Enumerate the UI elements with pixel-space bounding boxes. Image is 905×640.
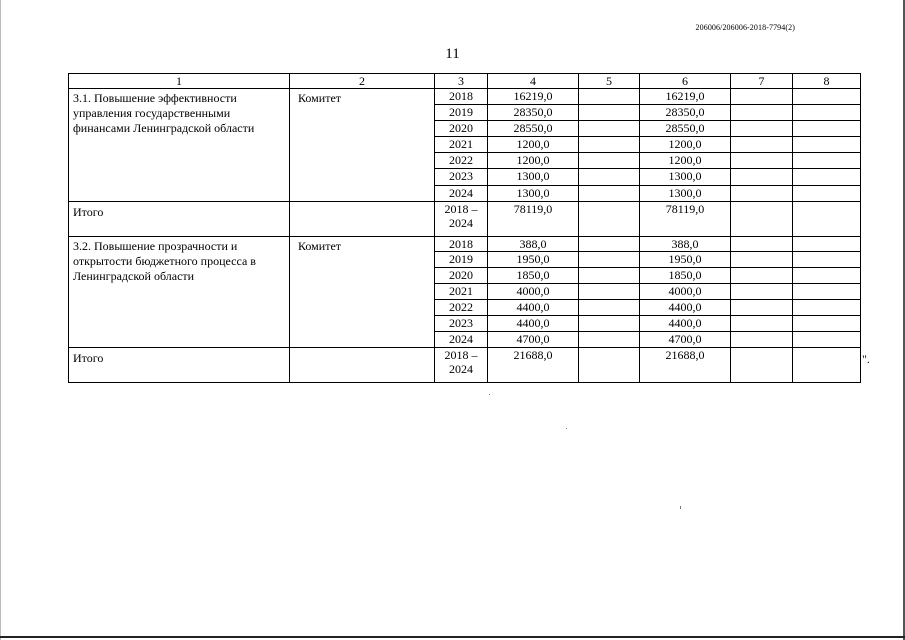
empty-cell <box>793 348 861 383</box>
year-cell: 2021 <box>435 137 488 153</box>
total-label: Итого <box>69 348 290 383</box>
amount-cell: 1300,0 <box>640 186 731 202</box>
empty-cell <box>290 348 435 383</box>
column-header: 1 <box>69 74 290 89</box>
empty-cell <box>731 348 793 383</box>
measure-title: 3.1. Повышение эффективности управления государственными финансами Ленинградской области <box>69 89 290 202</box>
amount-cell: 4400,0 <box>488 300 579 316</box>
amount-cell <box>793 89 861 105</box>
amount-cell <box>579 300 640 316</box>
amount-cell <box>579 284 640 300</box>
empty-cell <box>579 202 640 237</box>
amount-cell: 28550,0 <box>640 121 731 137</box>
amount-cell: 1200,0 <box>488 137 579 153</box>
total-label: Итого <box>69 202 290 237</box>
amount-cell: 4000,0 <box>488 284 579 300</box>
amount-cell <box>579 332 640 348</box>
amount-cell: 1850,0 <box>640 268 731 284</box>
amount-cell: 1950,0 <box>488 252 579 268</box>
amount-cell <box>731 169 793 186</box>
amount-cell <box>579 105 640 121</box>
year-cell: 2022 <box>435 300 488 316</box>
amount-cell: 28550,0 <box>488 121 579 137</box>
amount-cell: 388,0 <box>640 237 731 252</box>
scan-speck <box>489 394 490 395</box>
amount-cell <box>579 169 640 186</box>
total-row <box>69 202 861 237</box>
year-cell: 2020 <box>435 121 488 137</box>
amount-cell <box>793 332 861 348</box>
empty-cell <box>579 348 640 383</box>
document-id: 206006/206006-2018-7794(2) <box>695 23 795 32</box>
amount-cell: 16219,0 <box>488 89 579 105</box>
amount-cell: 1200,0 <box>640 153 731 169</box>
amount-cell <box>731 186 793 202</box>
amount-cell <box>579 137 640 153</box>
amount-cell <box>731 137 793 153</box>
year-range-cell: 2018 – 2024 <box>435 202 488 237</box>
year-cell: 2019 <box>435 252 488 268</box>
amount-cell: 1200,0 <box>488 153 579 169</box>
column-header: 8 <box>793 74 861 89</box>
table-row <box>69 89 861 105</box>
amount-cell <box>579 237 640 252</box>
table-row <box>69 237 861 252</box>
amount-cell: 1850,0 <box>488 268 579 284</box>
amount-cell <box>793 105 861 121</box>
amount-cell <box>579 121 640 137</box>
amount-cell: 1950,0 <box>640 252 731 268</box>
year-cell: 2022 <box>435 153 488 169</box>
amount-cell: 388,0 <box>488 237 579 252</box>
amount-cell <box>579 268 640 284</box>
empty-cell <box>793 202 861 237</box>
year-cell: 2019 <box>435 105 488 121</box>
amount-cell <box>731 300 793 316</box>
amount-cell <box>731 332 793 348</box>
closing-quote-mark: ". <box>862 352 870 366</box>
amount-cell <box>793 252 861 268</box>
amount-cell <box>579 186 640 202</box>
empty-cell <box>290 202 435 237</box>
scan-speck <box>566 428 567 429</box>
amount-cell: 28350,0 <box>488 105 579 121</box>
amount-cell <box>579 89 640 105</box>
amount-cell <box>793 121 861 137</box>
amount-cell: 4400,0 <box>640 300 731 316</box>
year-cell: 2024 <box>435 186 488 202</box>
amount-cell <box>579 153 640 169</box>
amount-cell: 4700,0 <box>640 332 731 348</box>
empty-cell <box>731 202 793 237</box>
year-range-cell: 2018 – 2024 <box>435 348 488 383</box>
amount-cell <box>579 316 640 332</box>
amount-cell: 1200,0 <box>640 137 731 153</box>
executor-cell: Комитет <box>290 89 435 202</box>
amount-cell <box>731 153 793 169</box>
amount-cell <box>793 300 861 316</box>
column-header: 4 <box>488 74 579 89</box>
year-cell: 2018 <box>435 89 488 105</box>
amount-cell <box>793 284 861 300</box>
amount-cell <box>793 316 861 332</box>
scan-speck <box>680 506 681 509</box>
amount-cell <box>731 105 793 121</box>
amount-cell <box>579 252 640 268</box>
year-cell: 2020 <box>435 268 488 284</box>
total-amount-cell: 21688,0 <box>488 348 579 383</box>
total-amount-cell: 21688,0 <box>640 348 731 383</box>
page-number: 11 <box>445 46 460 62</box>
column-header: 5 <box>579 74 640 89</box>
total-row <box>69 348 861 383</box>
year-cell: 2021 <box>435 284 488 300</box>
amount-cell: 4700,0 <box>488 332 579 348</box>
year-cell: 2024 <box>435 332 488 348</box>
amount-cell <box>793 137 861 153</box>
measure-title: 3.2. Повышение прозрачности и открытости бюджетного процесса в Ленинградской области <box>69 237 290 348</box>
amount-cell: 1300,0 <box>488 169 579 186</box>
table-header-row <box>69 74 861 89</box>
year-cell: 2023 <box>435 316 488 332</box>
amount-cell <box>731 121 793 137</box>
amount-cell <box>731 284 793 300</box>
amount-cell <box>731 268 793 284</box>
table-body <box>69 74 861 383</box>
amount-cell <box>731 237 793 252</box>
executor-cell: Комитет <box>290 237 435 348</box>
amount-cell <box>793 237 861 252</box>
amount-cell: 28350,0 <box>640 105 731 121</box>
amount-cell: 1300,0 <box>488 186 579 202</box>
column-header: 6 <box>640 74 731 89</box>
amount-cell <box>793 153 861 169</box>
amount-cell <box>731 252 793 268</box>
amount-cell: 1300,0 <box>640 169 731 186</box>
amount-cell <box>793 186 861 202</box>
amount-cell <box>731 89 793 105</box>
column-header: 3 <box>435 74 488 89</box>
amount-cell: 4000,0 <box>640 284 731 300</box>
page-edge-bottom <box>0 636 905 638</box>
total-amount-cell: 78119,0 <box>640 202 731 237</box>
amount-cell <box>793 169 861 186</box>
amount-cell: 16219,0 <box>640 89 731 105</box>
year-cell: 2023 <box>435 169 488 186</box>
amount-cell <box>793 268 861 284</box>
total-amount-cell: 78119,0 <box>488 202 579 237</box>
amount-cell: 4400,0 <box>640 316 731 332</box>
year-cell: 2018 <box>435 237 488 252</box>
budget-table <box>68 73 861 383</box>
amount-cell: 4400,0 <box>488 316 579 332</box>
column-header: 2 <box>290 74 435 89</box>
amount-cell <box>731 316 793 332</box>
page-edge-left <box>0 0 1 640</box>
column-header: 7 <box>731 74 793 89</box>
